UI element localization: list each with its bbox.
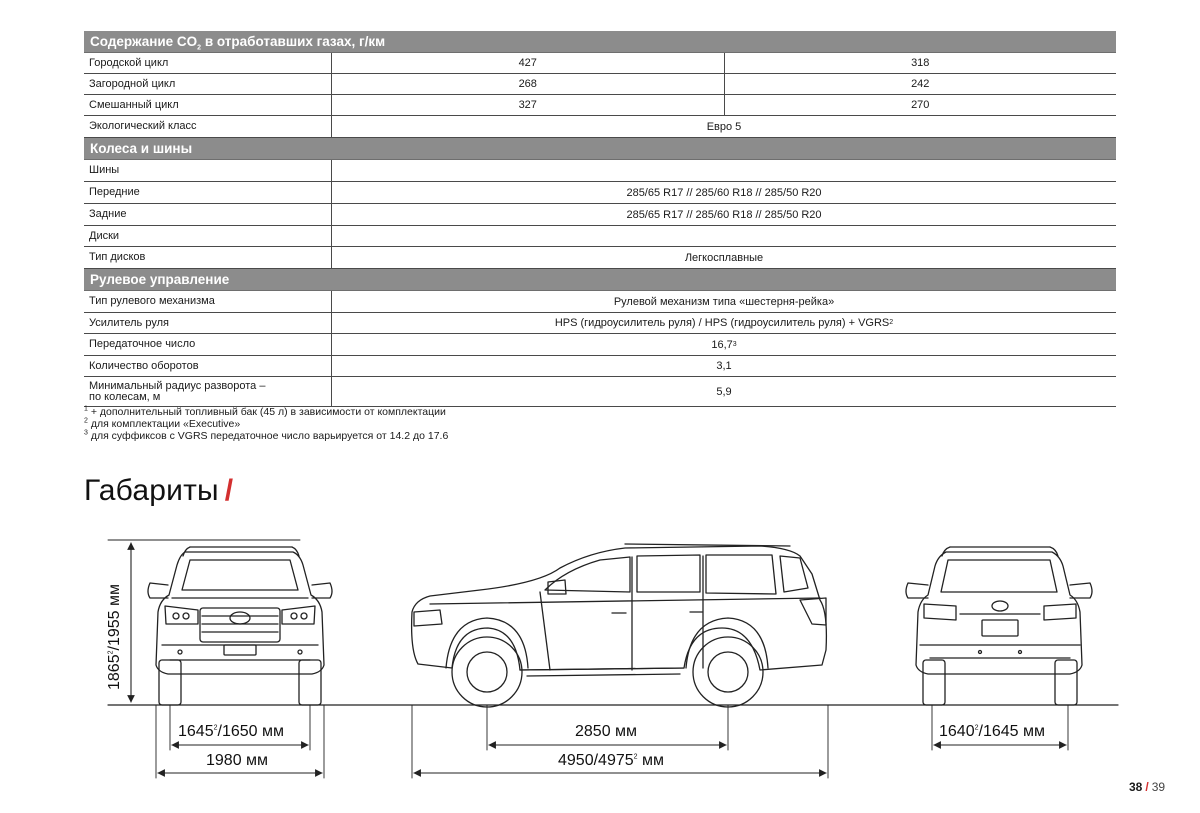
rear-track-label: [939, 723, 1045, 741]
length-label: [558, 752, 664, 770]
row-label: Городской цикл: [84, 53, 332, 73]
footnote-ref: 2: [213, 724, 218, 732]
ratio-value: 16,7: [711, 338, 733, 351]
section-header-wheels: Колеса и шины: [84, 138, 1116, 160]
footnote-number: 1: [84, 405, 88, 413]
row-label: Передаточное число: [84, 334, 332, 355]
current-page: 38: [1129, 780, 1143, 794]
row-label: Экологический класс: [84, 116, 332, 137]
row-label: Передние: [84, 182, 332, 203]
title-accent-mark: /: [224, 474, 234, 507]
front-track-label: [178, 723, 284, 741]
row-label: Шины: [84, 160, 332, 181]
page-number: [1129, 780, 1165, 794]
footnote-number: 3: [84, 429, 88, 437]
row-value: HPS (гидроусилитель руля) / HPS (гидроусилитель руля) + VGRS 2: [554, 317, 894, 329]
row-value: Рулевой механизм типа «шестерня-рейка»: [613, 295, 835, 308]
height-label: [106, 584, 124, 690]
row-label: Загородной цикл: [84, 74, 332, 94]
row-value: Легкосплавные: [684, 251, 764, 264]
row-label: Усилитель руля: [84, 313, 332, 333]
length-value-rest: мм: [637, 752, 664, 769]
car-front-view: [148, 547, 332, 705]
row-label: Тип дисков: [84, 247, 332, 268]
height-value-rest: /1955 мм: [106, 584, 123, 651]
row-value: 285/65 R17 // 285/60 R18 // 285/50 R20: [626, 208, 822, 221]
car-rear-view: [906, 547, 1092, 705]
row-value: 242: [911, 78, 930, 90]
row-value: 268: [332, 74, 725, 94]
footnote-ref: 2: [633, 753, 638, 761]
footnote-text: для суффиксов с VGRS передаточное число варьируется от 14.2 до 17.6: [87, 430, 449, 442]
row-value: 3,1: [716, 360, 732, 372]
row-value: 270: [911, 99, 930, 111]
row-value: 327: [332, 95, 725, 115]
footnote-ref: 2: [974, 724, 979, 732]
footnote-number: 2: [84, 417, 88, 425]
row-value: 5,9: [716, 385, 732, 398]
row-value: Евро 5: [706, 120, 742, 133]
row-label-line: Минимальный радиус разворота –: [89, 379, 266, 392]
footnote-text: + дополнительный топливный бак (45 л) в зависимости от комплектации: [87, 406, 446, 418]
wheelbase-label: 2850 мм: [575, 723, 638, 740]
row-label-line: по колесам, м: [89, 390, 161, 403]
dimension-lines: [108, 540, 1068, 778]
front-track-value: 1645: [178, 723, 214, 740]
booster-value: HPS (гидроусилитель руля) / HPS (гидроусилитель руля) + VGRS: [554, 317, 890, 329]
co2-title-sub: 2: [197, 44, 202, 52]
rear-track-value-rest: /1645 мм: [978, 723, 1045, 740]
car-side-view: [412, 544, 827, 707]
row-value: 16,7 3: [711, 338, 737, 351]
row-label: Тип рулевого механизма: [84, 291, 332, 312]
co2-title-rest: в отработавших газах, г/км: [201, 34, 386, 49]
width-label: 1980 мм: [206, 752, 269, 769]
footnote-text: для комплектации «Executive»: [87, 418, 241, 430]
height-value: 1865: [106, 654, 123, 690]
dimensions-title-text: Габариты: [84, 474, 219, 507]
total-pages: 39: [1151, 780, 1166, 794]
footnote-ref: 2: [107, 650, 115, 655]
row-label: Смешанный цикл: [84, 95, 332, 115]
row-value: 285/65 R17 // 285/60 R18 // 285/50 R20: [626, 186, 822, 199]
row-label: Количество оборотов: [84, 356, 332, 376]
front-track-value-rest: /1650 мм: [217, 723, 284, 740]
co2-title: Содержание CO: [90, 34, 198, 49]
row-value: 318: [911, 57, 930, 69]
page-separator: /: [1145, 780, 1149, 794]
row-label: Задние: [84, 204, 332, 225]
rear-track-value: 1640: [939, 723, 975, 740]
row-label: Диски: [84, 226, 332, 246]
length-value: 4950/4975: [558, 752, 634, 769]
row-value: 427: [332, 53, 725, 73]
section-header-steering: Рулевое управление: [84, 269, 1116, 291]
